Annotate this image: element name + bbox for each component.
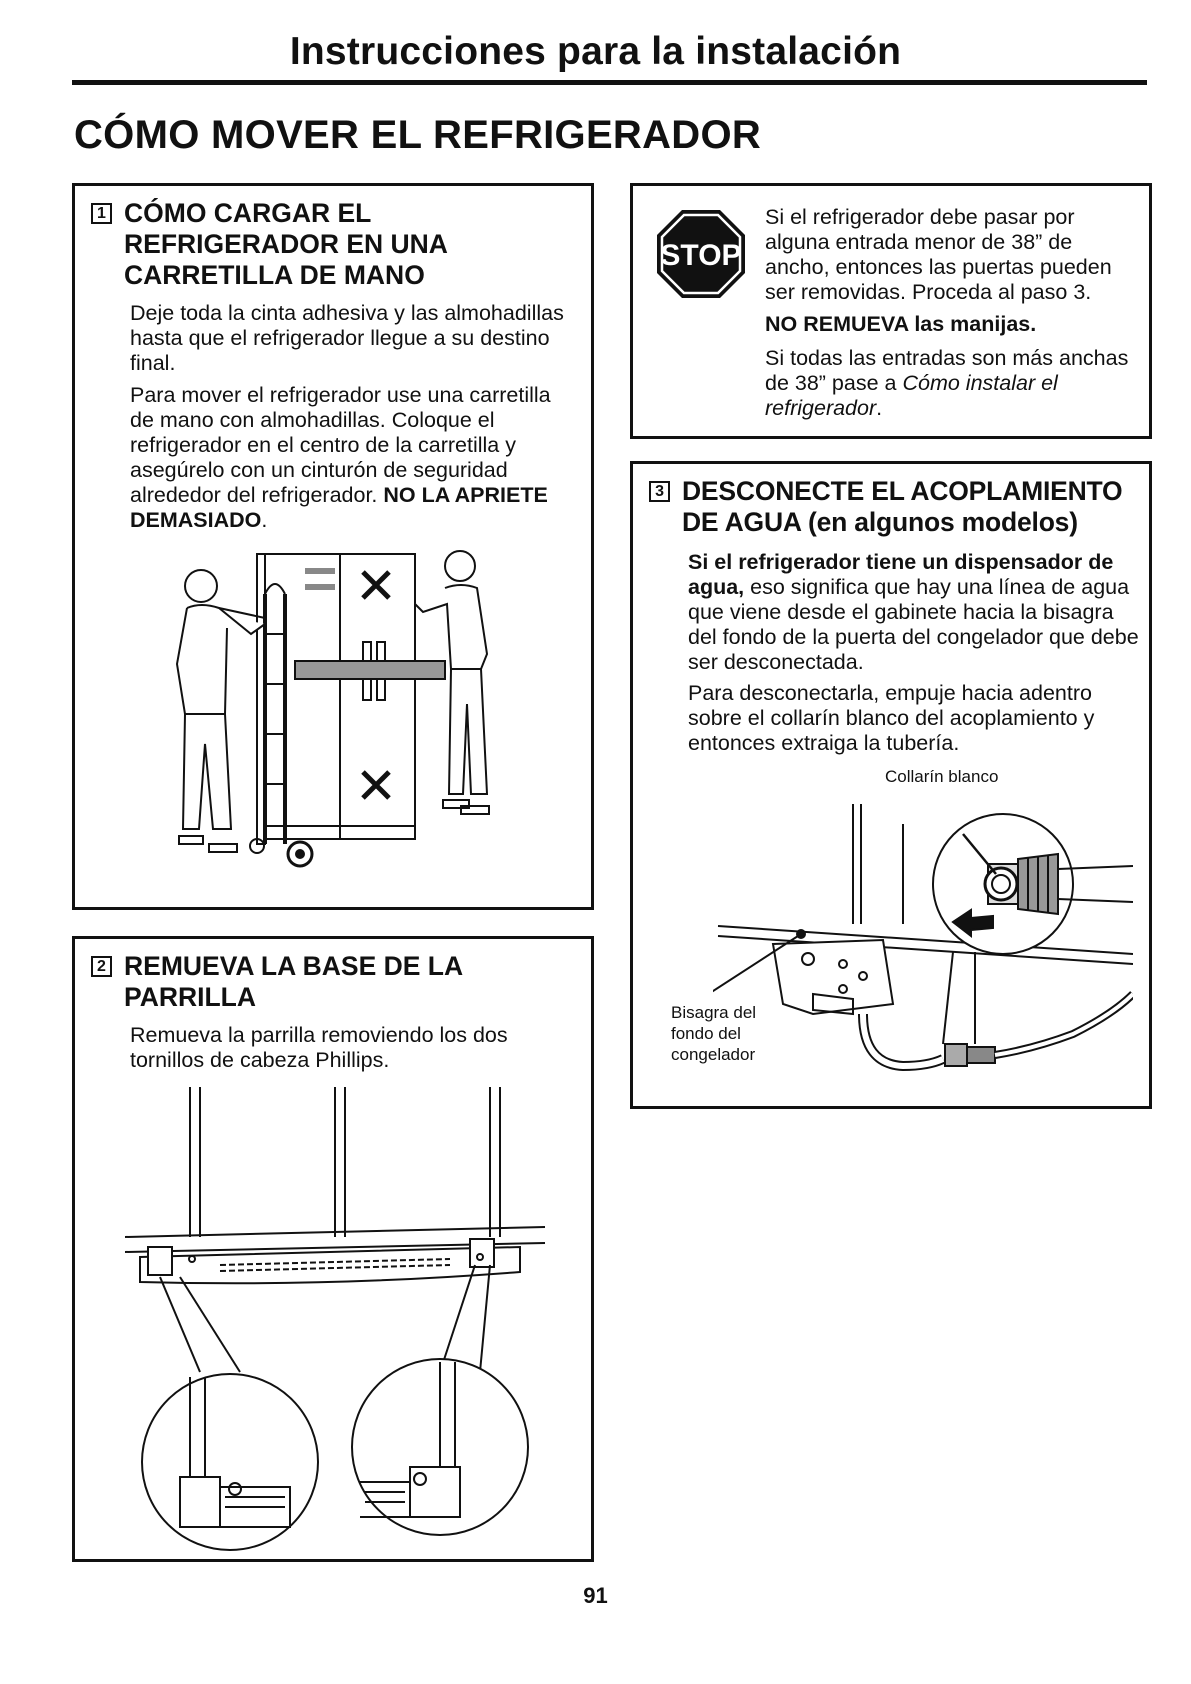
- step2-heading: [91, 951, 585, 1013]
- step2-para1: Remueva la parrilla removiendo los dos tornillos de cabeza Phillips.: [130, 1023, 508, 1072]
- step3-heading: [649, 476, 1149, 538]
- step3-para1: [688, 550, 1139, 675]
- stop-para3-text: Si todas las entradas son más anchas de 38” pase a: [765, 346, 1129, 395]
- step2-title: REMUEVA LA BASE DE LA PARRILLA: [124, 951, 463, 1012]
- step2-box: [72, 936, 594, 1562]
- step2-number: 2: [91, 956, 112, 977]
- page-title: CÓMO MOVER EL REFRIGERADOR: [74, 113, 762, 157]
- stop-para3-link: Cómo instalar el refrigerador: [765, 371, 1058, 420]
- step1-para2-bold: NO LA APRIETE DEMASIADO: [130, 483, 548, 532]
- step3-para1-bold: Si el refrigerador tiene un dispensador de agua,: [688, 550, 1114, 599]
- stop-sign-icon: [655, 208, 747, 300]
- stop-para1: Si el refrigerador debe pasar por alguna entrada menor de 38” de ancho, entonces las puertas pueden ser removidas. Proceda al paso 3.: [765, 205, 1112, 304]
- step1-para2-text: Para mover el refrigerador use una carretilla de mano con almohadillas. Coloque el refrigerador en el centro de la carretilla y asegúrelo con un cinturón de seguridad alrededor del refrigerador.: [130, 383, 551, 507]
- step1-para2-end: .: [261, 508, 268, 532]
- step1-title: CÓMO CARGAR EL REFRIGERADOR EN UNA CARRETILLA DE MANO: [124, 198, 447, 290]
- step3-box: [630, 461, 1152, 1109]
- stop-para3: [765, 346, 1139, 421]
- stop-box: [630, 183, 1152, 439]
- step1-para2: [130, 383, 569, 533]
- header-title: Instrucciones para la instalación: [289, 30, 902, 73]
- header-rule: [72, 80, 1147, 85]
- stop-para2: NO REMUEVA las manijas.: [765, 312, 1037, 336]
- callout-white-collar: Collarín blanco: [885, 767, 999, 786]
- water-coupling-illustration: [713, 804, 1133, 1094]
- page-number: 91: [583, 1583, 608, 1608]
- hand-truck-illustration: [165, 544, 505, 894]
- grille-removal-illustration: [120, 1087, 550, 1552]
- stop-sign-label: STOP: [660, 239, 742, 272]
- step1-heading: [91, 198, 585, 291]
- step3-para1-text: eso significa que hay una línea de agua que viene desde el gabinete hacia la bisagra del fondo de la puerta del congelador que debe ser desconectada.: [688, 575, 1139, 674]
- callout-freezer-hinge: Bisagra del fondo del congelador: [671, 1003, 757, 1064]
- step1-para1: Deje toda la cinta adhesiva y las almohadillas hasta que el refrigerador llegue a su destino final.: [130, 301, 564, 375]
- step1-box: [72, 183, 594, 910]
- step3-title: DESCONECTE EL ACOPLAMIENTO DE AGUA (en algunos modelos): [682, 476, 1123, 537]
- stop-para3-end: .: [876, 396, 883, 420]
- step3-para2: Para desconectarla, empuje hacia adentro sobre el collarín blanco del acoplamiento y entonces extraiga la tubería.: [688, 681, 1095, 755]
- step3-number: 3: [649, 481, 670, 502]
- step1-number: 1: [91, 203, 112, 224]
